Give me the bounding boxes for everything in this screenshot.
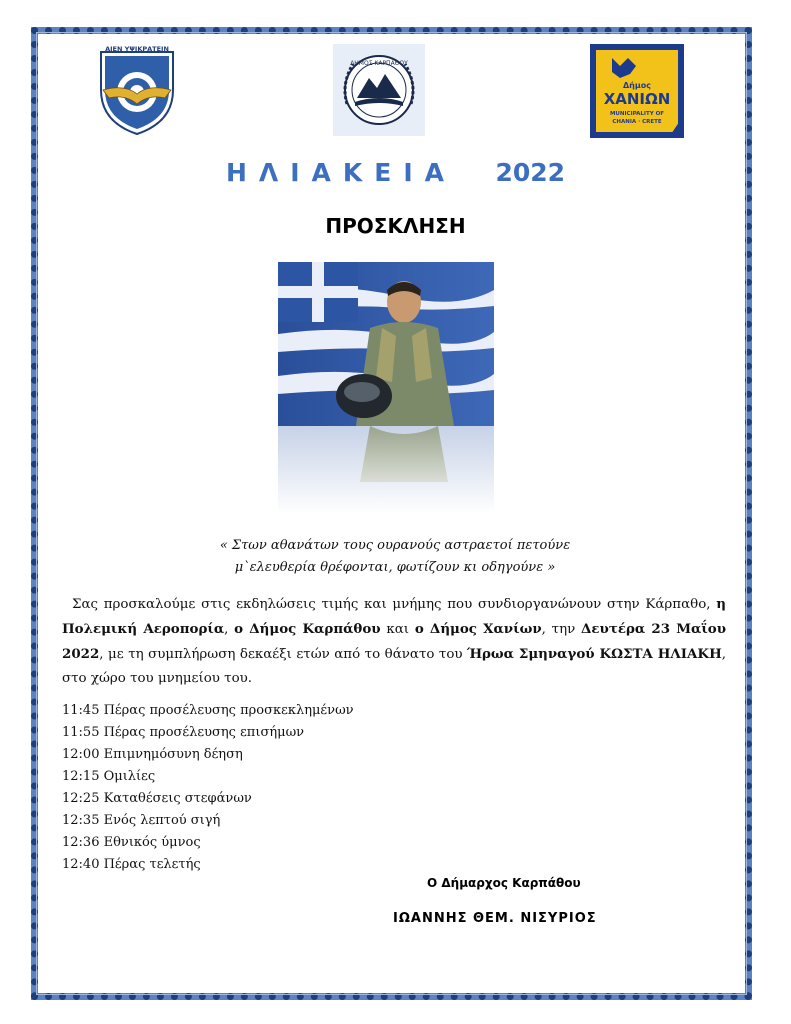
air-force-emblem (95, 44, 179, 136)
schedule-item: 12:35 Ενός λεπτού σιγή (62, 813, 221, 828)
quote-line: « Στων αθανάτων τους ουρανούς αστραετοί πετούνε (219, 538, 571, 553)
organizer-air-force: η Πολεμική Αεροπορία (62, 596, 726, 637)
organizer-chania: ο Δήμος Χανίων (414, 621, 542, 637)
chania-municipality-logo (590, 44, 684, 138)
schedule-item: 12:00 Επιμνημόσυνη δέηση (62, 747, 243, 762)
karpathos-emblem-text: ΔΗΜΟΣ ΚΑΡΠΑΘΟΥ (350, 60, 408, 67)
schedule-item: 12:25 Καταθέσεις στεφάνων (62, 791, 252, 806)
signatory-name: ΙΩΑΝΝΗΣ ΘΕΜ. ΝΙΣΥΡΙΟΣ (393, 911, 597, 926)
quote-line: μ`ελευθερία θρέφονται, φωτίζουν κι οδηγούνε » (234, 560, 556, 575)
schedule-item: 11:55 Πέρας προσέλευσης επισήμων (62, 725, 305, 740)
chania-logo-line3: MUNICIPALITY OF (609, 111, 665, 117)
invitation-text-part: και (380, 622, 415, 637)
title-year: 2022 (495, 158, 566, 187)
signatory-role: Ο Δήμαρχος Καρπάθου (427, 876, 581, 890)
chania-logo-line2: ΧΑΝΙΩΝ (603, 90, 671, 108)
air-force-motto: ΑΙΕΝ ΥΨΙΚΡΑΤΕΙΝ (105, 45, 169, 53)
schedule-item: 12:40 Πέρας τελετής (62, 857, 201, 872)
invitation-text-part: , με τη συμπλήρωση δεκαέξι ετών από το θάνατο του (99, 647, 468, 662)
event-date: Δευτέρα 23 Μαΐου 2022 (62, 621, 727, 662)
invitation-text-part: Σας προσκαλούμε στις εκδηλώσεις τιμής και μνήμης που συνδιοργανώνουν στην Κάρπαθο, (72, 597, 717, 612)
schedule-item: 11:45 Πέρας προσέλευσης προσκεκλημένων (62, 703, 354, 718)
chania-logo-line4: CHANIA · CRETE (612, 119, 662, 125)
invitation-text-part: , στο χώρο του μνημείου του. (62, 647, 726, 686)
page-title (0, 158, 791, 187)
organizer-karpathos: ο Δήμος Καρπάθου (234, 621, 381, 637)
invitation-text-part: , (224, 622, 235, 637)
karpathos-emblem (333, 44, 425, 136)
hero-pilot-photo (278, 262, 494, 514)
invitation-text-part: , την (541, 622, 582, 637)
schedule-item: 12:36 Εθνικός ύμνος (62, 835, 201, 850)
invitation-heading: ΠΡΟΣΚΛΗΣΗ (325, 214, 466, 238)
chania-logo-line1: Δήμος (622, 81, 652, 90)
schedule-list (62, 700, 462, 876)
schedule-item: 12:15 Ομιλίες (62, 769, 156, 784)
invitation-text (62, 592, 726, 691)
quote-verse (120, 535, 670, 579)
title-word: ΗΛΙΑΚΕΙΑ (225, 158, 456, 187)
hero-name: Ήρωα Σμηναγού ΚΩΣΤΑ ΗΛΙΑΚΗ (467, 646, 722, 662)
